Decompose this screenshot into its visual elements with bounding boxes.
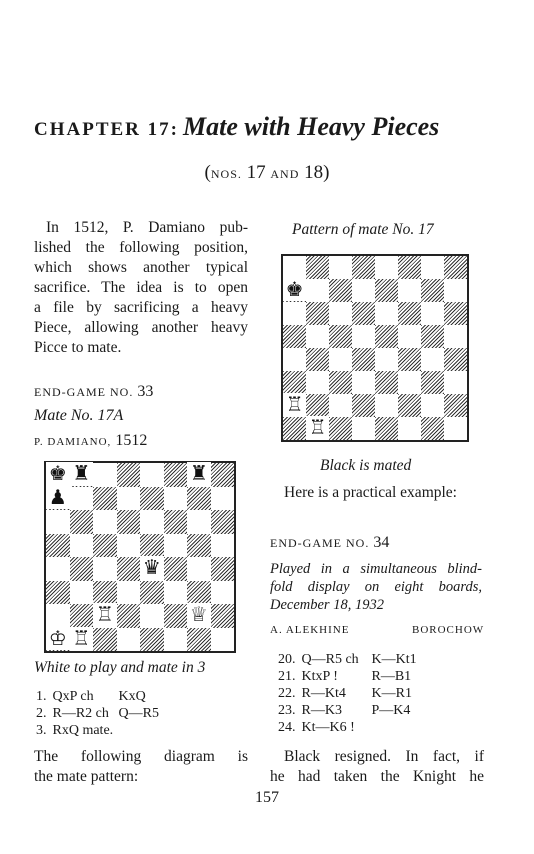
intro-line: a file by sacrificing a heavy (34, 299, 248, 316)
board-square-c2 (329, 394, 352, 417)
black-rook-piece: ♜ (187, 462, 211, 486)
board-square-a3 (283, 371, 306, 394)
move-row (278, 668, 417, 685)
board-square-g1 (187, 628, 211, 652)
board-square-e5 (375, 325, 398, 348)
board-square-e8 (375, 256, 398, 279)
board-square-b7 (306, 279, 329, 302)
board-square-c4 (93, 557, 117, 581)
board-square-g3 (187, 581, 211, 605)
subtitle-and: AND (270, 167, 300, 181)
board-square-c4 (329, 348, 352, 371)
black-move (119, 722, 159, 739)
board-square-a4 (46, 557, 70, 581)
intro-line: which shows another typical (34, 259, 248, 276)
white-move: KtxP ! (301, 669, 338, 684)
board-square-h4 (211, 557, 235, 581)
board-square-d4 (352, 348, 375, 371)
endgame-33-moves (36, 688, 159, 739)
white-move: R—K3 (301, 703, 342, 718)
chess-board-endgame-33 (44, 461, 236, 653)
board-square-h8 (211, 463, 235, 487)
board-square-b8 (306, 256, 329, 279)
board-square-f7 (164, 487, 188, 511)
chapter-heading (34, 112, 504, 142)
board-square-h6 (444, 302, 467, 325)
board-square-c6 (329, 302, 352, 325)
board-square-h1 (444, 417, 467, 440)
text-line: the mate pattern: (34, 768, 139, 785)
subtitle-nos: NOS. (210, 167, 242, 181)
move-row (278, 702, 417, 719)
board-square-h5 (211, 534, 235, 558)
board-square-b2 (70, 604, 94, 628)
endgame-34-description (270, 560, 482, 614)
board-square-h5 (444, 325, 467, 348)
board-square-h6 (211, 510, 235, 534)
board-square-d7 (352, 279, 375, 302)
pattern-17-heading: Pattern of mate No. 17 (292, 221, 434, 238)
board-square-h3 (444, 371, 467, 394)
board-square-g7 (421, 279, 444, 302)
board-square-d2 (352, 394, 375, 417)
board-square-c8 (93, 463, 117, 487)
board-square-d5 (117, 534, 141, 558)
board-square-c8 (329, 256, 352, 279)
board-square-d7 (117, 487, 141, 511)
board-square-e3 (140, 581, 164, 605)
white-rook-piece: ♖ (283, 393, 306, 416)
board-square-g5 (421, 325, 444, 348)
board-square-a5 (46, 534, 70, 558)
board-square-g7 (187, 487, 211, 511)
board-square-b6 (306, 302, 329, 325)
board-square-c7 (329, 279, 352, 302)
board-square-d5 (352, 325, 375, 348)
black-queen-piece: ♛ (140, 556, 164, 580)
black-move: KxQ (118, 689, 146, 704)
board-square-e8 (140, 463, 164, 487)
black-move: K—Kt1 (371, 652, 417, 667)
board-square-g6 (421, 302, 444, 325)
endgame-33-author (34, 432, 147, 450)
text-line: The following diagram is (34, 748, 248, 765)
board-square-d1 (352, 417, 375, 440)
board-square-g6 (187, 510, 211, 534)
board-square-g4 (421, 348, 444, 371)
board-square-h3 (211, 581, 235, 605)
move-number: 2. (36, 706, 47, 721)
chess-board-pattern-17 (281, 254, 469, 442)
pattern-17-caption: Black is mated (320, 457, 412, 474)
board-square-b6 (70, 510, 94, 534)
board-square-h2 (211, 604, 235, 628)
endgame-33-caption: White to play and mate in 3 (34, 659, 206, 676)
board-square-b2 (306, 394, 329, 417)
board-square-b4 (70, 557, 94, 581)
endgame-33-heading (34, 383, 153, 401)
author-name: P. DAMIANO, (34, 436, 112, 448)
board-square-a6 (283, 302, 306, 325)
board-square-a2 (46, 604, 70, 628)
intro-line: Picce to mate. (34, 339, 122, 356)
board-square-f5 (164, 534, 188, 558)
board-square-f2 (398, 394, 421, 417)
chapter-label: CHAPTER 17: (34, 119, 179, 140)
page-number: 157 (255, 789, 279, 806)
board-square-f1 (398, 417, 421, 440)
move-number: 20. (278, 652, 296, 667)
board-square-d2 (117, 604, 141, 628)
board-square-e5 (140, 534, 164, 558)
board-square-a3 (46, 581, 70, 605)
board-square-f6 (164, 510, 188, 534)
move-number: 3. (36, 723, 47, 738)
intro-line: In 1512, P. Damiano pub- (46, 219, 248, 236)
board-square-c1 (329, 417, 352, 440)
endgame-number: 34 (373, 534, 390, 551)
board-square-e4 (375, 348, 398, 371)
board-square-h7 (444, 279, 467, 302)
board-square-d6 (352, 302, 375, 325)
board-square-f3 (398, 371, 421, 394)
move-row (36, 688, 159, 705)
white-move: RxQ mate. (52, 723, 114, 738)
board-square-g2 (421, 394, 444, 417)
intro-line: sacrifice. The idea is to open (34, 279, 248, 296)
board-square-g3 (421, 371, 444, 394)
chapter-title: Mate with Heavy Pieces (182, 112, 440, 141)
board-square-b5 (70, 534, 94, 558)
board-square-e7 (375, 279, 398, 302)
endgame-number: 33 (137, 383, 154, 400)
white-king-piece: ♚ (46, 462, 70, 486)
board-square-e6 (140, 510, 164, 534)
board-square-g5 (187, 534, 211, 558)
board-square-b4 (306, 348, 329, 371)
board-square-g1 (421, 417, 444, 440)
board-square-b7 (70, 487, 94, 511)
move-number: 22. (278, 686, 296, 701)
black-move: P—K4 (371, 703, 411, 718)
right-bottom-paragraph (270, 747, 484, 787)
intro-paragraph (34, 218, 248, 358)
board-square-h1 (211, 628, 235, 652)
board-square-e2 (375, 394, 398, 417)
white-move: R—Kt4 (301, 686, 346, 701)
endgame-34-moves (278, 651, 417, 736)
board-square-e7 (140, 487, 164, 511)
board-square-h8 (444, 256, 467, 279)
move-row (278, 651, 417, 668)
black-player-name: BOROCHOW (412, 624, 485, 636)
board-square-f4 (398, 348, 421, 371)
board-square-b5 (306, 325, 329, 348)
description-line: Played in a simultaneous blind- (270, 561, 482, 577)
move-row (278, 719, 417, 736)
board-square-c6 (93, 510, 117, 534)
black-move: K—R1 (371, 686, 412, 701)
board-square-f2 (164, 604, 188, 628)
board-square-c3 (93, 581, 117, 605)
board-square-h2 (444, 394, 467, 417)
board-square-d3 (352, 371, 375, 394)
intro-line: Piece, allowing another heavy (34, 319, 248, 336)
board-square-d8 (352, 256, 375, 279)
move-row (278, 685, 417, 702)
board-square-f3 (164, 581, 188, 605)
intro-line: lished the following position, (34, 239, 248, 256)
move-number: 21. (278, 669, 296, 684)
board-square-c3 (329, 371, 352, 394)
subtitle-number-1: 17 (246, 162, 266, 183)
white-move: QxP ch (52, 689, 94, 704)
board-square-e1 (140, 628, 164, 652)
white-move: Q—R5 ch (301, 652, 359, 667)
endgame-label: END-GAME NO. (34, 385, 134, 399)
board-square-a6 (46, 510, 70, 534)
left-bottom-paragraph (34, 747, 248, 787)
move-number: 24. (278, 720, 296, 735)
board-square-f6 (398, 302, 421, 325)
board-square-c5 (93, 534, 117, 558)
black-move: Q—R5 (118, 706, 159, 721)
practical-intro: Here is a practical example: (284, 484, 457, 501)
subtitle-paren: ( (204, 162, 211, 183)
description-line: fold display on eight boards, (270, 579, 482, 595)
endgame-34-heading (270, 534, 389, 552)
board-square-a8 (283, 256, 306, 279)
white-rook-piece: ♖ (306, 416, 329, 439)
board-square-f8 (398, 256, 421, 279)
board-square-f5 (398, 325, 421, 348)
board-square-e2 (140, 604, 164, 628)
board-square-d3 (117, 581, 141, 605)
board-square-e3 (375, 371, 398, 394)
white-king-piece: ♔ (46, 627, 70, 651)
board-square-f1 (164, 628, 188, 652)
board-square-d4 (117, 557, 141, 581)
board-square-b3 (70, 581, 94, 605)
board-square-a4 (283, 348, 306, 371)
white-move: R—R2 ch (52, 706, 109, 721)
board-square-f7 (398, 279, 421, 302)
board-square-d1 (117, 628, 141, 652)
endgame-33-subtitle: Mate No. 17A (34, 407, 124, 424)
board-square-c7 (93, 487, 117, 511)
board-square-e6 (375, 302, 398, 325)
board-square-h4 (444, 348, 467, 371)
move-number: 1. (36, 689, 47, 704)
black-pawn-piece: ♟ (46, 486, 70, 510)
black-rook-piece: ♜ (70, 462, 94, 486)
board-square-f8 (164, 463, 188, 487)
board-square-e1 (375, 417, 398, 440)
board-square-b3 (306, 371, 329, 394)
subtitle-number-2: 18) (304, 162, 330, 183)
board-square-c5 (329, 325, 352, 348)
black-move (372, 719, 417, 736)
white-move: Kt—K6 ! (301, 720, 355, 735)
board-square-g8 (421, 256, 444, 279)
board-square-h7 (211, 487, 235, 511)
author-year: 1512 (115, 432, 148, 449)
white-queen-piece: ♕ (187, 603, 211, 627)
white-rook-piece: ♖ (93, 603, 117, 627)
board-square-a1 (283, 417, 306, 440)
text-line: he had taken the Knight he (270, 768, 484, 785)
text-line: Black resigned. In fact, if (284, 748, 484, 765)
move-row (36, 722, 159, 739)
board-square-g4 (187, 557, 211, 581)
board-square-d8 (117, 463, 141, 487)
board-square-a5 (283, 325, 306, 348)
white-player-name: A. ALEKHINE (270, 624, 350, 636)
board-square-c1 (93, 628, 117, 652)
chapter-subtitle (0, 162, 534, 184)
black-king-piece: ♚ (283, 278, 306, 301)
black-move: R—B1 (371, 669, 412, 684)
white-rook-piece: ♖ (70, 627, 94, 651)
board-square-d6 (117, 510, 141, 534)
board-square-f4 (164, 557, 188, 581)
description-line: December 18, 1932 (270, 597, 384, 613)
move-number: 23. (278, 703, 296, 718)
endgame-label: END-GAME NO. (270, 536, 370, 550)
move-row (36, 705, 159, 722)
